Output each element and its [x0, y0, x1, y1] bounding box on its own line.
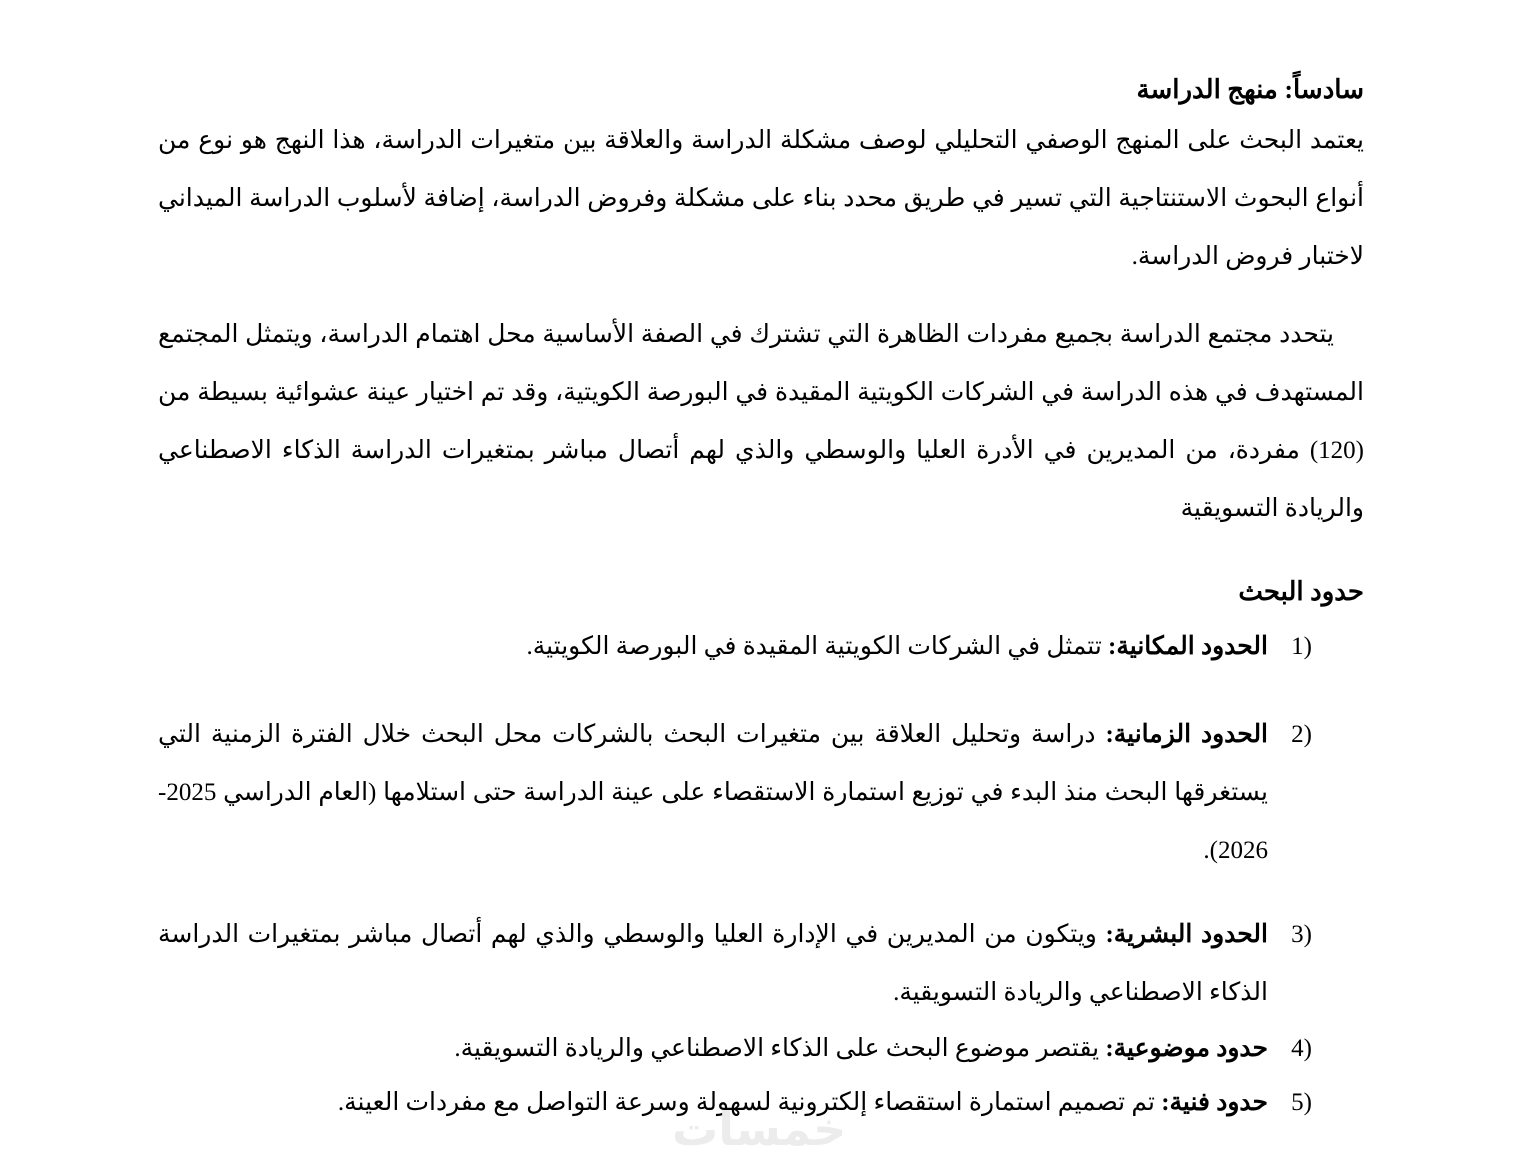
- list-item-term: حدود فنية:: [1161, 1089, 1268, 1116]
- section-limits-heading: حدود البحث: [1238, 577, 1364, 606]
- list-item-text: تم تصميم استمارة استقصاء إلكترونية لسهولة وسرعة التواصل مع مفردات العينة.: [337, 1089, 1162, 1116]
- list-item-text: تتمثل في الشركات الكويتية المقيدة في البورصة الكويتية.: [526, 633, 1109, 660]
- list-item-number: 5): [1291, 1089, 1312, 1116]
- limits-list: [158, 618, 1364, 1130]
- watermark-logo: خمسات: [672, 1102, 847, 1156]
- section-method-heading: سادساً: منهج الدراسة: [1136, 75, 1364, 104]
- list-item-term: حدود موضوعية:: [1105, 1035, 1268, 1062]
- list-item-text: ويتكون من المديرين في الإدارة العليا والوسطي والذي لهم أتصال مباشر بمتغيرات الدراسة الذكاء الاصطناعي والريادة التسويقية.: [158, 921, 1268, 1006]
- limits-item-human: [158, 906, 1364, 1022]
- list-item-number: 2): [1291, 721, 1312, 748]
- list-item-term: الحدود الزمانية:: [1105, 721, 1269, 748]
- list-item-number: 1): [1291, 633, 1312, 660]
- list-item-number: 4): [1291, 1035, 1312, 1062]
- limits-item-spatial: [158, 618, 1364, 676]
- document-page: [158, 70, 1364, 1130]
- limits-item-subject: [158, 1022, 1364, 1076]
- method-paragraph-2: يتحدد مجتمع الدراسة بجميع مفردات الظاهرة التي تشترك في الصفة الأساسية محل اهتمام الدراسة، ويتمثل المجتمع المستهدف في هذه الدراسة في الشركات الكويتية المقيدة في البورصة الكويتية، وقد تم اختيار عينة عشوائية بسيطة من (120) مفردة، من المديرين في الأدرة العليا والوسطي والذي لهم أتصال مباشر بمتغيرات الدراسة الذكاء الاصطناعي والريادة التسويقية: [158, 321, 1364, 522]
- list-item-term: الحدود المكانية:: [1108, 633, 1268, 660]
- list-item-number: 3): [1291, 921, 1312, 948]
- limits-item-temporal: [158, 706, 1364, 880]
- list-item-text: يقتصر موضوع البحث على الذكاء الاصطناعي والريادة التسويقية.: [454, 1035, 1106, 1062]
- list-item-term: الحدود البشرية:: [1105, 921, 1268, 948]
- list-item-text: دراسة وتحليل العلاقة بين متغيرات البحث بالشركات محل البحث خلال الفترة الزمنية التي يستغرقها البحث منذ البدء في توزيع استمارة الاستقصاء على عينة الدراسة حتى استلامها (العام الدراسي 2025-2026).: [158, 721, 1268, 864]
- method-paragraph-1: يعتمد البحث على المنهج الوصفي التحليلي لوصف مشكلة الدراسة والعلاقة بين متغيرات الدراسة، هذا النهج هو نوع من أنواع البحوث الاستنتاجية التي تسير في طريق محدد بناء على مشكلة وفروض الدراسة، إضافة لأسلوب الدراسة الميداني لاختبار فروض الدراسة.: [158, 127, 1364, 270]
